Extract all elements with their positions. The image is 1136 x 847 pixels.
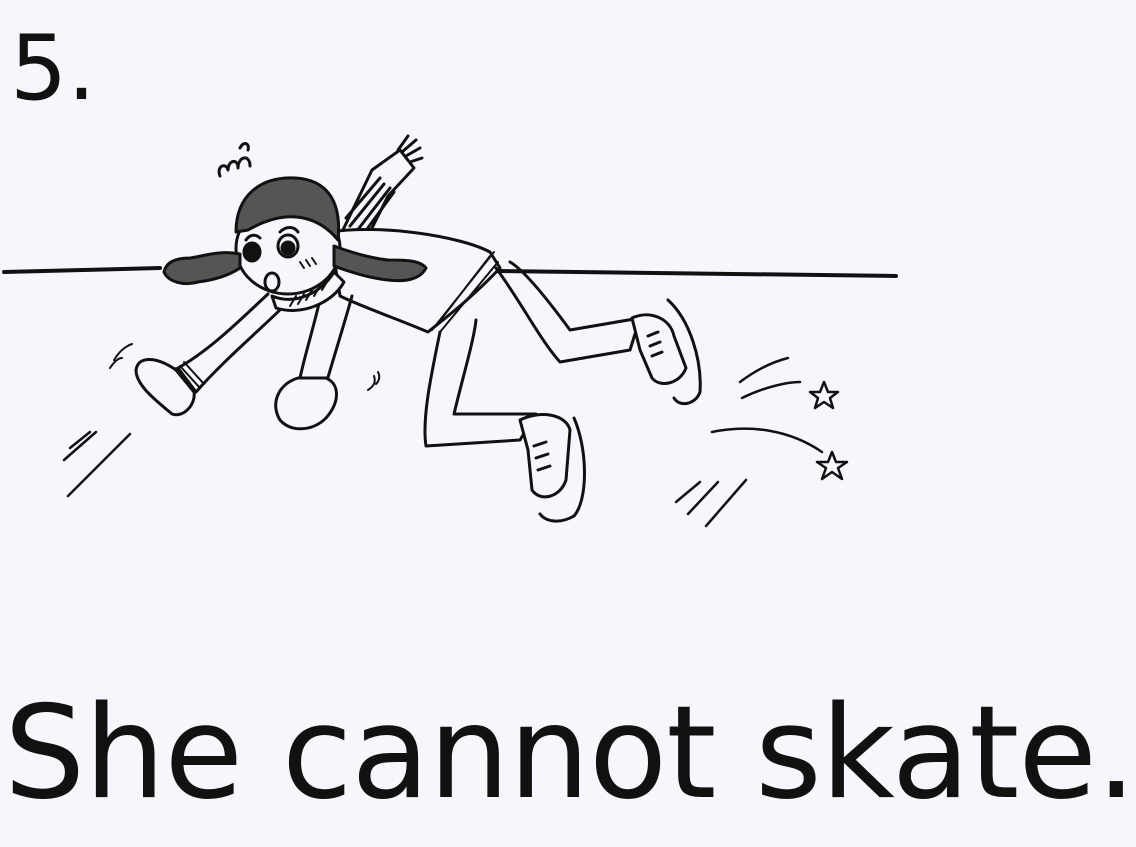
surprise-mark xyxy=(219,144,250,176)
back-leg xyxy=(496,262,640,362)
motion-marks-right xyxy=(676,480,746,526)
front-skate xyxy=(520,415,585,522)
motion-marks-left xyxy=(64,432,130,496)
motion-marks-mitten xyxy=(368,372,379,390)
scarf xyxy=(340,136,422,240)
back-skate xyxy=(632,300,700,404)
front-leg xyxy=(425,320,536,446)
torso xyxy=(330,229,500,332)
slide-streaks xyxy=(712,358,822,452)
left-braid xyxy=(164,253,240,284)
mouth xyxy=(265,273,279,291)
left-eye xyxy=(244,243,260,261)
star-icon xyxy=(810,382,838,408)
page-number: 5. xyxy=(10,16,96,121)
right-mitten xyxy=(276,378,337,429)
star-icon xyxy=(817,452,847,479)
left-mitten xyxy=(136,360,194,415)
motion-marks-hand xyxy=(110,344,132,368)
caption-sentence: She cannot skate. xyxy=(4,679,1136,828)
left-arm xyxy=(178,294,286,392)
